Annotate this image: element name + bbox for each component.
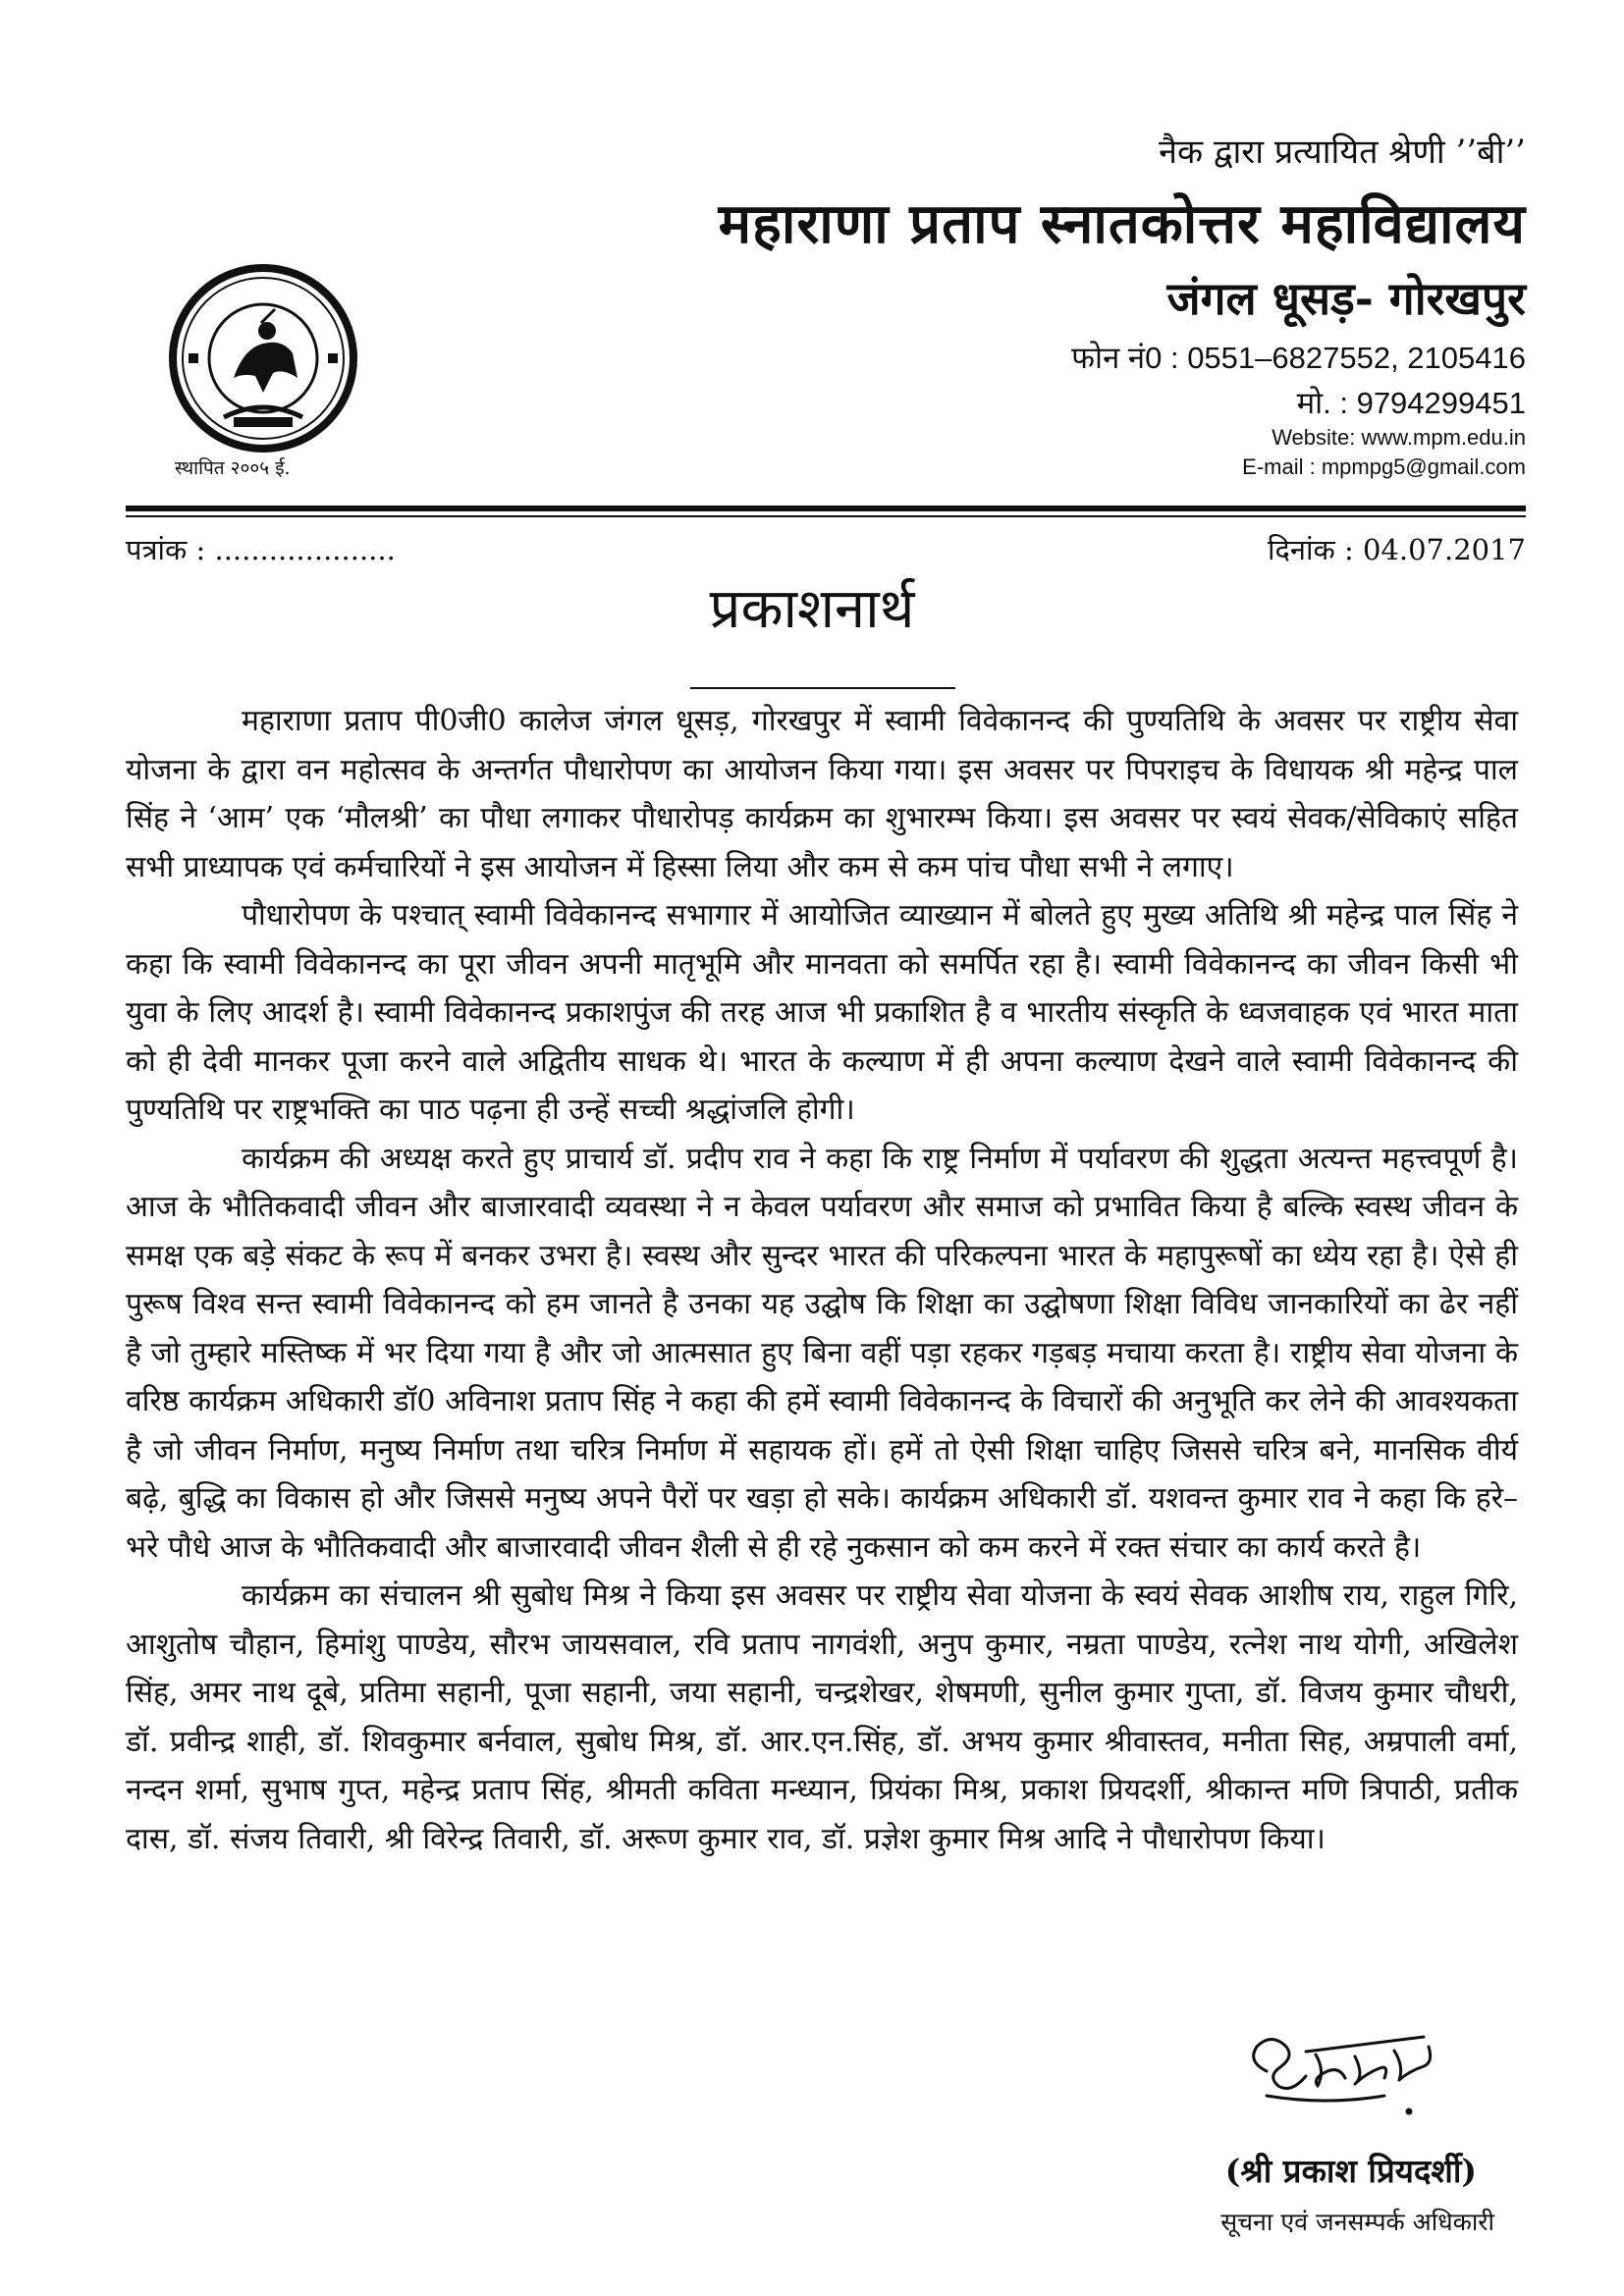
college-place: जंगल धूसड़- गोरखपुर [1166,272,1526,325]
header-divider-thin [126,515,1526,517]
body-paragraph: पौधारोपण के पश्चात् स्वामी विवेकानन्द सभागार में आयोजित व्याख्यान में बोलते हुए मुख्य अतिथि श्री महेन्द्र पाल सिंह ने कहा कि स्वामी विवेकानन्द का पूरा जीवन अपनी मातृभूमि और मानवता को समर्पित रहा है। स्वामी विवेकानन्द का जीवन किसी भी युवा के लिए आदर्श है। स्वामी विवेकानन्द प्रकाशपुंज की तरह आज भी प्रकाशित है व भारतीय संस्कृति के ध्वजवाहक एवं भारत माता को ही देवी मानकर पूजा करने वाले अद्वितीय साधक थे। भारत के कल्याण में ही अपना कल्याण देखने वाले स्वामी विवेकानन्द की पुण्यतिथि पर राष्ट्रभक्ति का पाठ पढ़ना ही उन्हें सच्ची श्रद्धांजलि होगी। [126,898,1518,1127]
signatory-designation: सूचना एवं जनसम्पर्क अधिकारी [1220,2208,1494,2236]
title-underline [690,687,955,689]
mobile-number: मो. : 9794299451 [1296,386,1526,420]
college-name: महाराणा प्रताप स्नातकोत्तर महाविद्यालय [718,191,1526,256]
handwritten-signature [1237,2017,1473,2125]
signatory-name: (श्री प्रकाश प्रियदर्शी) [1224,2152,1477,2190]
letter-date: दिनांक : 04.07.2017 [1267,533,1526,566]
college-seal-icon [165,260,361,456]
reference-number: पत्रांक : .................... [126,533,396,566]
body-paragraph: कार्यक्रम की अध्यक्ष करते हुए प्राचार्य डॉ. प्रदीप राव ने कहा कि राष्ट्र निर्माण में पर्यावरण की शुद्धता अत्यन्त महत्त्वपूर्ण है। आज के भौतिकवादी जीवन और बाजारवादी व्यवस्था ने न केवल पर्यावरण और समाज को प्रभावित किया है बल्कि स्वस्थ जीवन के समक्ष एक बड़े संकट के रूप में बनकर उभरा है। स्वस्थ और सुन्दर भारत की परिकल्पना भारत के महापुरूषों का ध्येय रहा है। ऐसे ही पुरूष विश्व सन्त स्वामी विवेकानन्द को हम जानते है उनका यह उद्घोष कि शिक्षा का उद्घोषणा शिक्षा विविध जानकारियों का ढेर नहीं है जो तुम्हारे मस्तिष्क में भर दिया गया है और जो आत्मसात हुए बिना वहीं पड़ा रहकर गड़बड़ मचाया करता है। राष्ट्रीय सेवा योजना के वरिष्ठ कार्यक्रम अधिकारी डॉ0 अविनाश प्रताप सिंह ने कहा की हमें स्वामी विवेकानन्द के विचारों की अनुभूति कर लेने की आवश्यकता है जो जीवन निर्माण, मनुष्य निर्माण तथा चरित्र निर्माण में सहायक हों। हमें तो ऐसी शिक्षा चाहिए जिससे चरित्र बने, मानसिक वीर्य बढ़े, बुद्धि का विकास हो और जिससे मनुष्य अपने पैरों पर खड़ा हो सके। कार्यक्रम अधिकारी डॉ. यशवन्त कुमार राव ने कहा कि हरे–भरे पौधे आज के भौतिकवादी और बाजारवादी जीवन शैली से ही रहे नुकसान को कम करने में रक्त संचार का कार्य करते है। [126,1141,1518,1565]
website-link[interactable]: Website: www.mpm.edu.in [1272,425,1526,450]
press-release-body [126,697,1518,1863]
established-year: स्थापित २००५ ई. [175,457,291,479]
phone-number: फोन नं0 : 0551–6827552, 2105416 [1071,341,1526,375]
body-paragraph: महाराणा प्रताप पी0जी0 कालेज जंगल धूसड़, गोरखपुर में स्वामी विवेकानन्द की पुण्यतिथि के अवसर पर राष्ट्रीय सेवा योजना के द्वारा वन महोत्सव के अन्तर्गत पौधारोपण का आयोजन किया गया। इस अवसर पर पिपराइच के विधायक श्री महेन्द्र पाल सिंह ने ‘आम’ एक ‘मौलश्री’ का पौधा लगाकर पौधारोपड़ कार्यक्रम का शुभारम्भ किया। इस अवसर पर स्वयं सेवक/सेविकाएं सहित सभी प्राध्यापक एवं कर्मचारियों ने इस आयोजन में हिस्सा लिया और कम से कम पांच पौधा सभी ने लगाए। [126,704,1518,884]
document-title: प्रकाशनार्थ [709,577,915,641]
header-divider [126,506,1526,511]
body-paragraph: कार्यक्रम का संचालन श्री सुबोध मिश्र ने किया इस अवसर पर राष्ट्रीय सेवा योजना के स्वयं सेवक आशीष राय, राहुल गिरि, आशुतोष चौहान, हिमांशु पाण्डेय, सौरभ जायसवाल, रवि प्रताप नागवंशी, अनुप कुमार, नम्रता पाण्डेय, रत्नेश नाथ योगी, अखिलेश सिंह, अमर नाथ दूबे, प्रतिमा सहानी, पूजा सहानी, जया सहानी, चन्द्रशेखर, शेषमणी, सुनील कुमार गुप्ता, डॉ. विजय कुमार चौधरी, डॉ. प्रवीन्द्र शाही, डॉ. शिवकुमार बर्नवाल, सुबोध मिश्र, डॉ. आर.एन.सिंह, डॉ. अभय कुमार श्रीवास्तव, मनीता सिह, अम्रपाली वर्मा, नन्दन शर्मा, सुभाष गुप्त, महेन्द्र प्रताप सिंह, श्रीमती कविता मन्ध्यान, प्रियंका मिश्र, प्रकाश प्रियदर्शी, श्रीकान्त मणि त्रिपाठी, प्रतीक दास, डॉ. संजय तिवारी, श्री विरेन्द्र तिवारी, डॉ. अरूण कुमार राव, डॉ. प्रज्ञेश कुमार मिश्र आदि ने पौधारोपण किया। [126,1578,1518,1856]
accreditation-line: नैक द्वारा प्रत्यायित श्रेणी ’’बी’’ [1159,133,1526,172]
email-address[interactable]: E-mail : mpmpg5@gmail.com [1242,454,1526,479]
